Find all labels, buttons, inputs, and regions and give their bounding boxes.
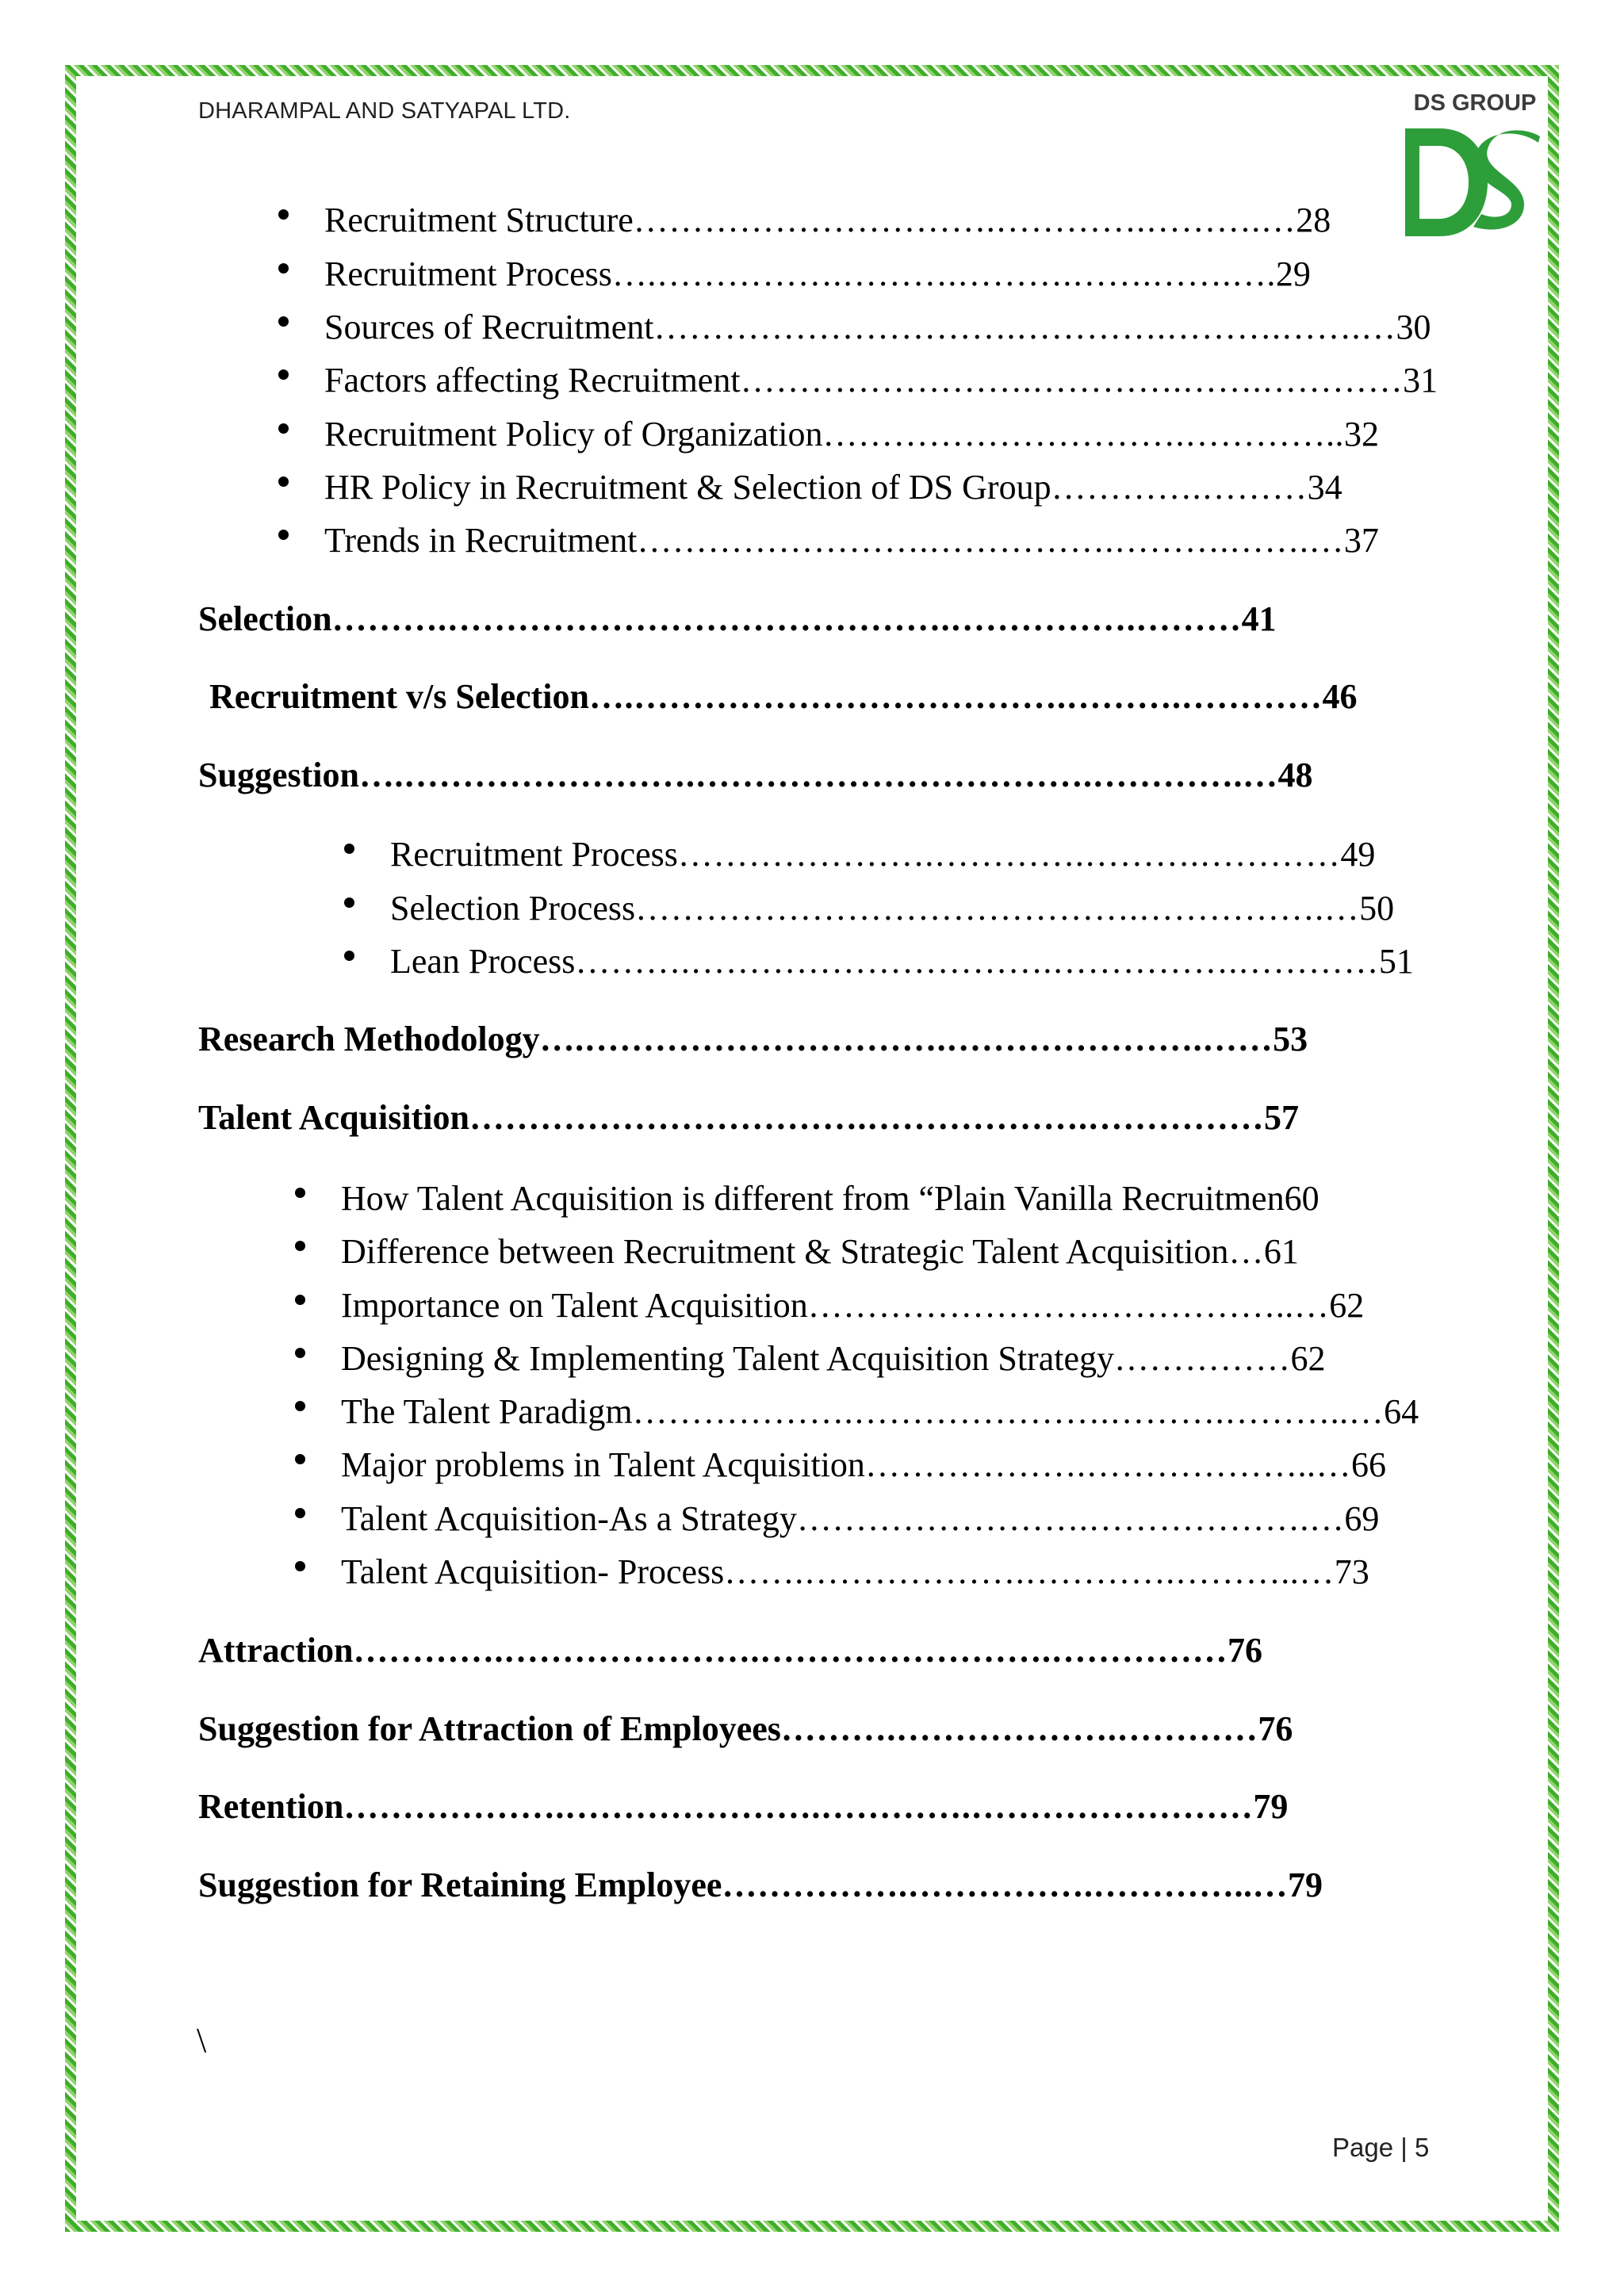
toc-label: Talent Acquisition-As a Strategy	[341, 1499, 797, 1538]
toc-entry[interactable]	[341, 1285, 1364, 1326]
toc-label: The Talent Paradigm	[341, 1392, 633, 1431]
toc-page-number: 79	[1253, 1787, 1289, 1826]
toc-label: Sources of Recruitment	[324, 308, 654, 346]
toc-page-number: 41	[1241, 599, 1277, 638]
toc-page-number: 49	[1340, 835, 1376, 874]
toc-entry[interactable]	[341, 1445, 1386, 1485]
toc-page-number: 62	[1329, 1286, 1365, 1325]
stray-backslash-text: \	[197, 2021, 207, 2060]
toc-label: Difference between Recruitment & Strategic Talent Acquisition	[341, 1232, 1229, 1271]
company-header: DHARAMPAL AND SATYAPAL LTD.	[198, 98, 571, 124]
toc-label: Recruitment Structure	[324, 201, 634, 239]
toc-label: Lean Process	[390, 942, 576, 981]
toc-label: How Talent Acquisition is different from “Plain Vanilla Recruitmen	[341, 1179, 1285, 1218]
toc-heading[interactable]	[198, 1709, 1293, 1749]
toc-entry[interactable]	[324, 414, 1379, 454]
toc-label: HR Policy in Recruitment & Selection of DS Group	[324, 468, 1051, 507]
toc-heading-label: Recruitment v/s Selection	[209, 677, 589, 716]
toc-leader: ………………………….………….……….…….…	[653, 308, 1396, 346]
toc-leader: …………….…………….…………..…	[722, 1866, 1288, 1904]
toc-leader: ……………….………………….………….……………………	[343, 1787, 1254, 1826]
ds-logo-icon	[1405, 122, 1545, 241]
toc-page-number: 32	[1343, 415, 1379, 453]
toc-heading-label: Research Methodology	[198, 1020, 540, 1058]
toc-leader: ….………………………….………………….……	[539, 1020, 1274, 1058]
toc-leader: ……….…………………………………….…………….………	[331, 599, 1242, 638]
toc-heading[interactable]	[209, 676, 1358, 717]
page-footer: Page | 5	[1332, 2133, 1430, 2162]
toc-entry[interactable]	[324, 307, 1431, 347]
toc-heading[interactable]	[198, 1786, 1288, 1827]
toc-heading-label: Attraction	[198, 1631, 354, 1670]
toc-label: Recruitment Process	[324, 254, 612, 293]
toc-heading-label: Suggestion for Attraction of Employees	[198, 1709, 781, 1748]
toc-leader: ……….………………………….…………….…………	[575, 942, 1379, 981]
toc-page-number: 60	[1284, 1179, 1320, 1218]
toc-entry[interactable]	[324, 520, 1379, 561]
toc-heading-label: Suggestion	[198, 756, 359, 794]
logo-text: DS GROUP	[1413, 90, 1537, 116]
toc-leader: …………………….………….…….…………	[740, 361, 1404, 400]
toc-page-number: 34	[1307, 468, 1342, 507]
toc-page-number: 31	[1403, 361, 1438, 400]
toc-entry[interactable]	[341, 1231, 1299, 1272]
toc-entry[interactable]	[341, 1178, 1320, 1219]
toc-entry[interactable]	[341, 1391, 1419, 1432]
toc-label: Major problems in Talent Acquisition	[341, 1445, 865, 1484]
toc-page-number: 64	[1384, 1392, 1419, 1431]
toc-page-number: 62	[1290, 1339, 1326, 1378]
toc-leader: …….……………….………….………..…	[724, 1552, 1335, 1591]
toc-page-number: 61	[1263, 1232, 1299, 1271]
toc-heading[interactable]	[198, 1019, 1308, 1059]
toc-leader: ………….………………….…………………….……………	[353, 1631, 1228, 1670]
toc-page-number: 28	[1296, 201, 1331, 239]
toc-page-number: 48	[1277, 756, 1313, 794]
toc-heading[interactable]	[198, 1097, 1299, 1138]
toc-leader: ……………	[1113, 1339, 1291, 1378]
toc-page-number: 76	[1228, 1631, 1262, 1670]
toc-entry[interactable]	[390, 834, 1375, 874]
toc-page-number: 46	[1322, 677, 1358, 716]
toc-heading-label: Suggestion for Retaining Employee	[198, 1866, 722, 1904]
toc-leader: ………………….………….……….…………	[677, 835, 1341, 874]
toc-page-number: 57	[1263, 1098, 1299, 1137]
toc-label: Recruitment Process	[390, 835, 678, 874]
toc-leader: …………………….…………….……….…….…	[637, 521, 1344, 560]
toc-heading-label: Selection	[198, 599, 332, 638]
toc-entry[interactable]	[341, 1552, 1369, 1592]
toc-leader: ……………….………………..…	[864, 1445, 1351, 1484]
toc-entry[interactable]	[341, 1498, 1379, 1539]
toc-page-number: 37	[1343, 521, 1379, 560]
toc-page-number: 73	[1334, 1552, 1369, 1591]
toc-page-number: 50	[1359, 889, 1395, 928]
toc-page-number: 66	[1350, 1445, 1386, 1484]
toc-heading[interactable]	[198, 599, 1277, 639]
toc-leader: …	[1228, 1232, 1264, 1271]
toc-entry[interactable]	[390, 941, 1414, 982]
toc-leader: …………………………….……………….……………	[469, 1098, 1264, 1137]
ds-group-logo	[1404, 90, 1546, 249]
toc-label: Selection Process	[390, 889, 636, 928]
toc-page-number: 51	[1378, 942, 1414, 981]
toc-entry[interactable]	[324, 467, 1342, 507]
toc-entry[interactable]	[324, 360, 1438, 400]
toc-entry[interactable]	[324, 254, 1311, 294]
toc-page-number: 76	[1258, 1709, 1293, 1748]
toc-label: Recruitment Policy of Organization	[324, 415, 823, 453]
toc-leader: …………………….……………….…	[796, 1499, 1345, 1538]
toc-leader: …………………….……………..…	[807, 1286, 1330, 1325]
toc-leader: ….…………….……….……….…….…….….	[611, 254, 1276, 293]
toc-entry[interactable]	[390, 888, 1394, 928]
toc-label: Talent Acquisition- Process	[341, 1552, 725, 1591]
toc-leader: ………….………	[1051, 468, 1308, 507]
toc-heading[interactable]	[198, 1865, 1323, 1905]
toc-label: Trends in Recruitment	[324, 521, 638, 560]
toc-page-number: 30	[1396, 308, 1431, 346]
toc-heading[interactable]	[198, 1630, 1262, 1670]
toc-heading[interactable]	[198, 755, 1312, 795]
toc-leader: ….…………………….…………………………….………….…	[358, 756, 1278, 794]
toc-leader: ……………….………………….……….………..…	[632, 1392, 1385, 1431]
toc-leader: ….……………………………….……….…………	[589, 677, 1323, 716]
toc-page-number: 29	[1275, 254, 1311, 293]
toc-leader: ………………………….………….……….…	[633, 201, 1297, 239]
toc-heading-label: Retention	[198, 1787, 344, 1826]
toc-heading-label: Talent Acquisition	[198, 1098, 469, 1137]
toc-entry[interactable]	[341, 1338, 1325, 1379]
toc-page-number: 79	[1287, 1866, 1323, 1904]
toc-label: Designing & Implementing Talent Acquisition Strategy	[341, 1339, 1114, 1378]
toc-entry[interactable]	[324, 200, 1331, 240]
toc-label: Factors affecting Recruitment	[324, 361, 741, 400]
toc-label: Importance on Talent Acquisition	[341, 1286, 808, 1325]
toc-leader: ………………………….…………..	[822, 415, 1344, 453]
toc-leader: ……….……………….…………	[780, 1709, 1258, 1748]
toc-leader: …………………………………….…………….…	[635, 889, 1360, 928]
toc-page-number: 69	[1344, 1499, 1380, 1538]
toc-page-number: 53	[1273, 1020, 1308, 1058]
